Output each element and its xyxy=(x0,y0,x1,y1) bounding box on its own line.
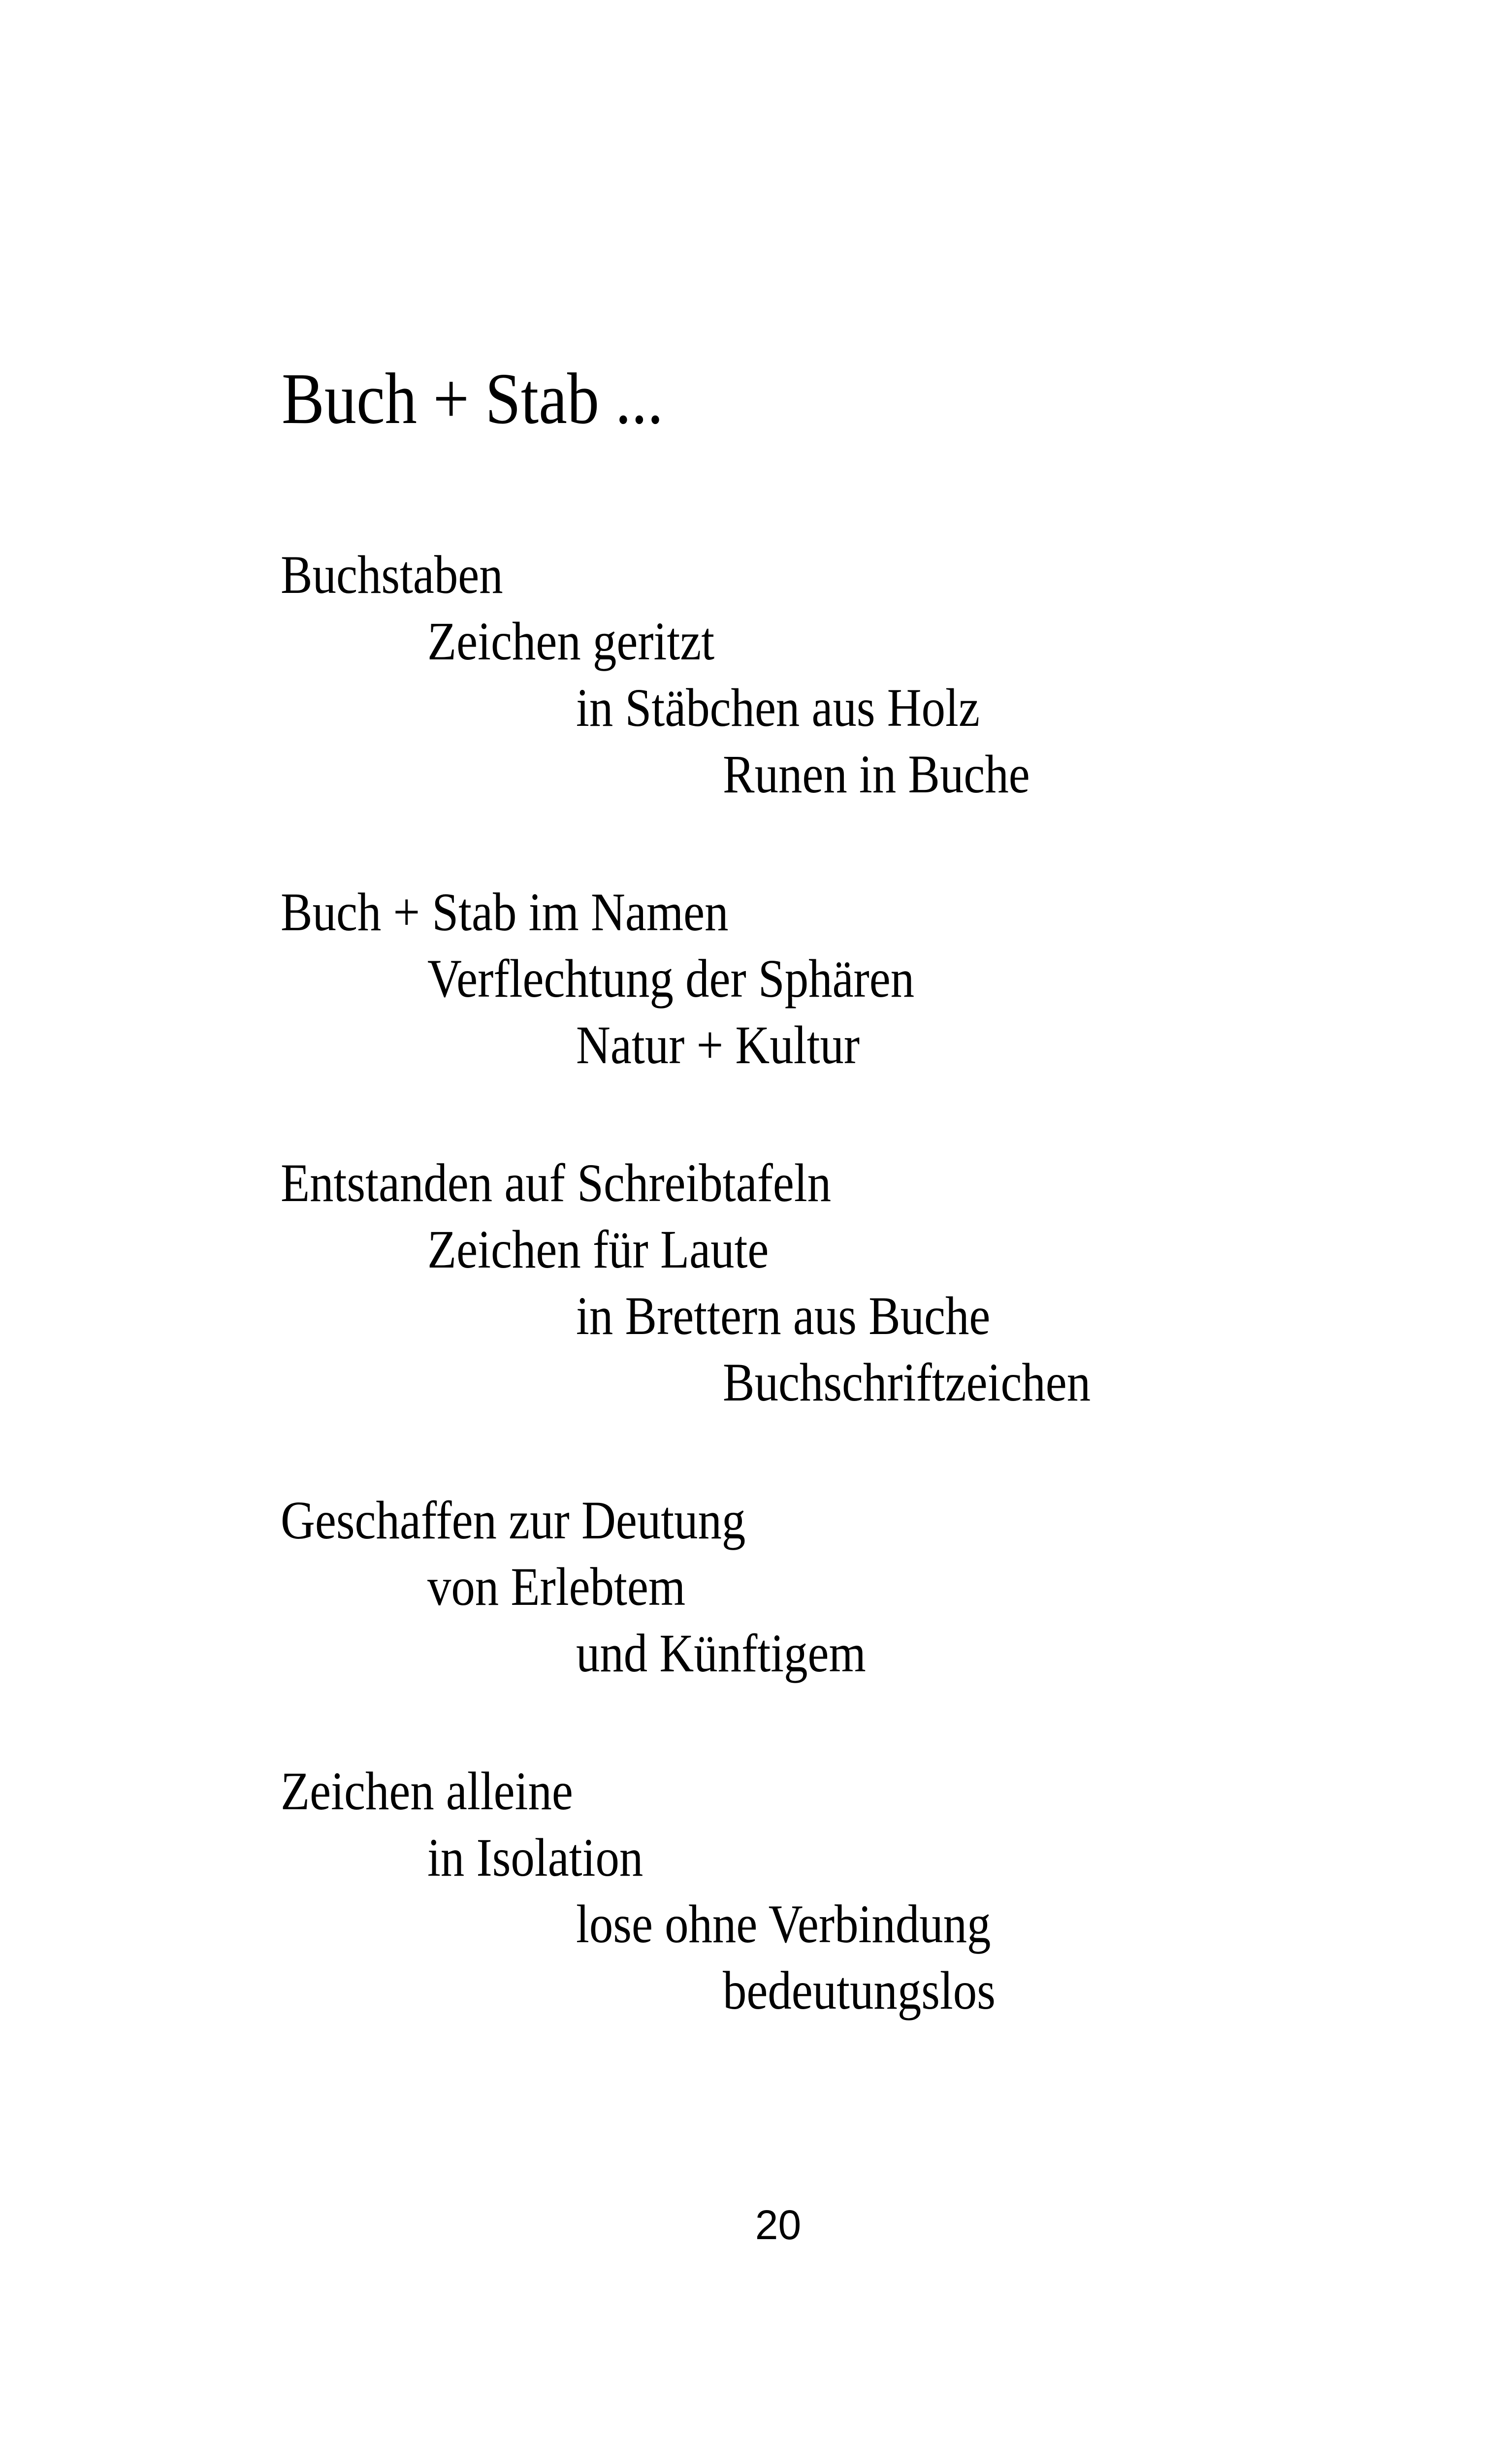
page-footer xyxy=(0,2200,1512,2249)
stanza xyxy=(0,542,1512,808)
poem-line-text: Verflechtung der Sphären xyxy=(427,948,915,1009)
poem-line xyxy=(0,1150,1512,1216)
page-number: 20 xyxy=(755,2202,802,2248)
poem-line-text: Natur + Kultur xyxy=(576,1015,860,1075)
poem-line xyxy=(0,675,1512,741)
poem-line xyxy=(0,1620,1512,1687)
poem-line-text: in Isolation xyxy=(427,1827,643,1888)
poem-line-text: Entstanden auf Schreibtafeln xyxy=(281,1153,832,1213)
poem-line-text: Buchschriftzeichen xyxy=(723,1352,1091,1412)
poem-line-text: und Künftigem xyxy=(576,1623,866,1683)
poem-line-text: Runen in Buche xyxy=(723,744,1030,804)
poem-line xyxy=(0,1554,1512,1620)
poem-line-text: Geschaffen zur Deutung xyxy=(281,1490,746,1550)
poem-line-text: Zeichen geritzt xyxy=(427,611,715,671)
stanza xyxy=(0,1758,1512,2024)
stanza xyxy=(0,1487,1512,1687)
poem-line-text: Buch + Stab im Namen xyxy=(281,882,729,942)
poem-line xyxy=(0,1216,1512,1283)
poem-line-text: Zeichen für Laute xyxy=(427,1219,769,1279)
poem-body xyxy=(0,542,1512,2024)
page-title xyxy=(0,359,1512,438)
poem-line-text: lose ohne Verbindung xyxy=(576,1894,991,1954)
poem-line xyxy=(0,542,1512,608)
poem-line xyxy=(0,879,1512,945)
poem-line xyxy=(0,1012,1512,1078)
poem-line xyxy=(0,1957,1512,2024)
poem-line-text: von Erlebtem xyxy=(427,1557,686,1617)
poem-line-text: Buchstaben xyxy=(281,545,503,605)
poem-line xyxy=(0,1283,1512,1349)
poem-line xyxy=(0,1349,1512,1416)
poem-line xyxy=(0,1824,1512,1891)
poem-line-text: in Brettern aus Buche xyxy=(576,1286,991,1346)
poem-line-text: in Stäbchen aus Holz xyxy=(576,678,980,738)
poem-line xyxy=(0,1891,1512,1957)
stanza xyxy=(0,1150,1512,1416)
poem-line xyxy=(0,1758,1512,1824)
poem-line xyxy=(0,1487,1512,1554)
poem-line-text: bedeutungslos xyxy=(723,1960,996,2020)
poem-line xyxy=(0,945,1512,1012)
stanza xyxy=(0,879,1512,1078)
poem-line-text: Zeichen alleine xyxy=(281,1761,573,1821)
poem-line xyxy=(0,741,1512,808)
poem-line xyxy=(0,608,1512,675)
page-title-text: Buch + Stab ... xyxy=(282,358,664,439)
